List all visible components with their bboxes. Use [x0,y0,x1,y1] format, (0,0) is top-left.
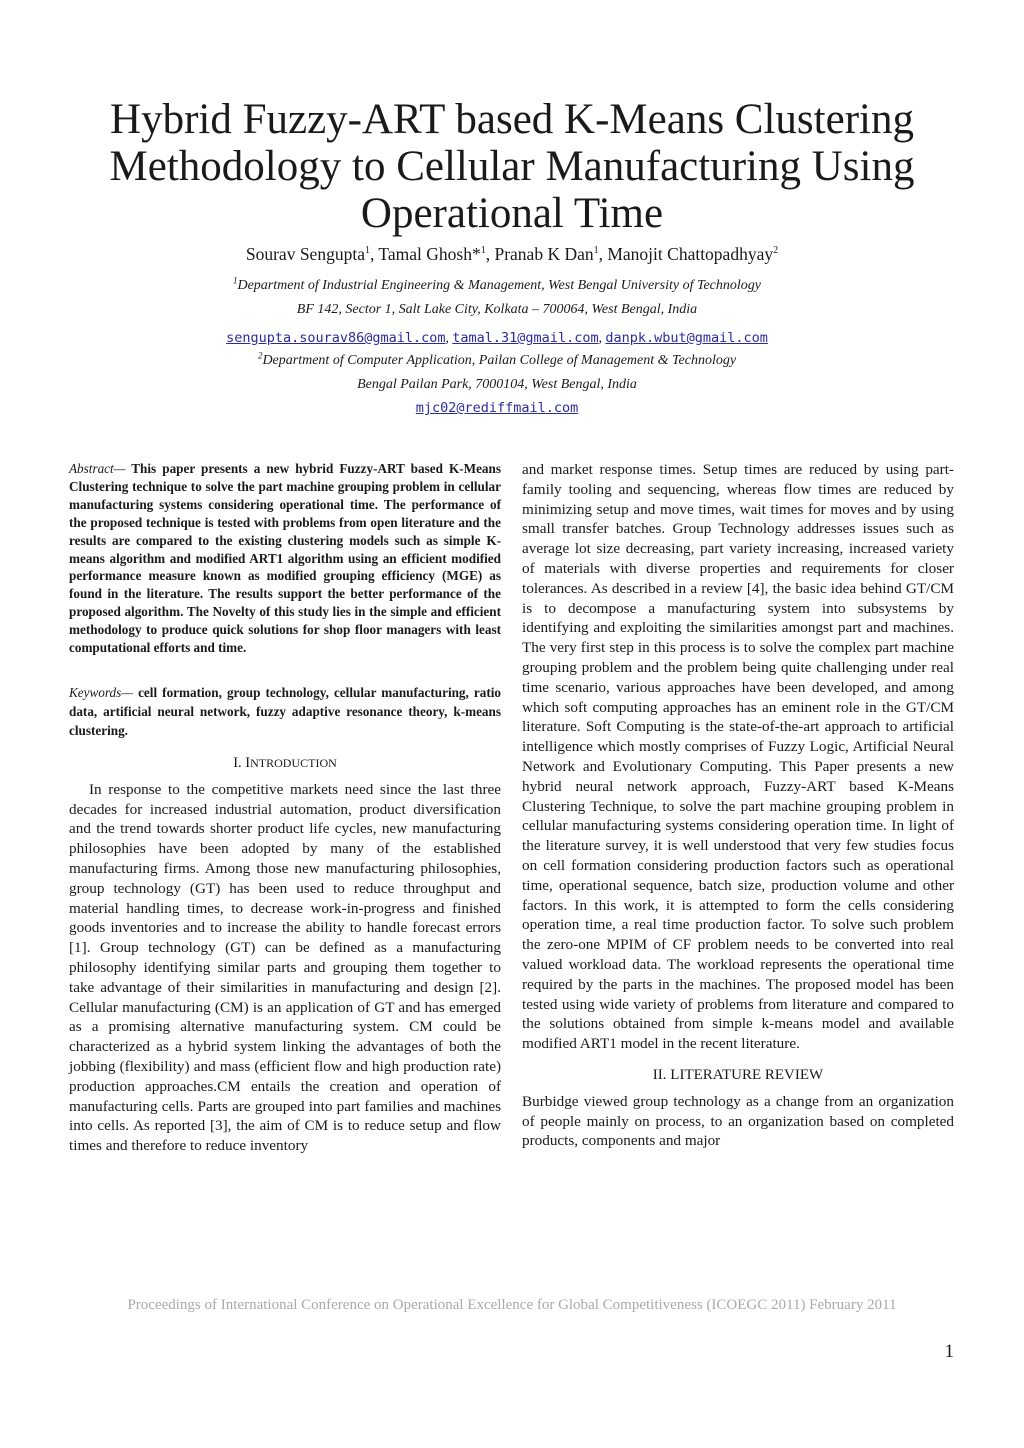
section-title: LITERATURE REVIEW [670,1066,824,1083]
email-list-1: sengupta.sourav86@gmail.com, tamal.31@gmail.com, danpk.wbut@gmail.com [226,330,768,346]
keywords-text: cell formation, group technology, cellular manufacturing, ratio data, artificial neural network, fuzzy adaptive resonance theory, k-means clustering. [69,684,501,738]
section-title-initial: I [245,754,251,771]
affiliation-1-line-1 [90,277,904,295]
author-name: Tamal Ghosh* [378,244,481,264]
author-affiliation-mark: 1 [364,245,370,257]
body-paragraph: and market response times. Setup times are reduced by using part-family tooling and sequencing, whereas flow times are reduced by minimizing setup and move times, wait times for moves and by using small transfer batches. Group Technology addresses issues such as average lot size decreasing, part variety increasing, increased variety of materials with diverse properties and requirements for closer tolerances. As described in a review [4], the basic idea behind GT/CM is to decompose a manufacturing system into subsystems by identifying and exploiting the similarities amongst part and machines. The very first step in this process is to solve the complex part machine grouping problem and the problem being quite challenging under real time scenario, various approaches have been developed, and among which soft computing approaches has an eminent role in the GT/CM literature. Soft Computing is the state-of-the-art approach to artificial intelligence which mostly comprises of Fuzzy Logic, Artificial Neural Network and Evolutionary Computing. This Paper presents a new hybrid neural network approach, Fuzzy-ART based K-Means Clustering Technique, to solve the part machine grouping problem in cellular manufacturing systems considering operation time. In light of the literature survey, it is well understood that very few studies focus on cell formation considering production factors such as operational time, operational sequence, batch size, production volume and other factors. In this work, it is attempted to form the cells considering operation time, a real time production factor. To solve such problem the zero-one MPIM of CF problem needs to be converted into real valued workload data. The workload represents the operational time required by the parts in the machines. The proposed model has been tested using wide variety of problems from literature and compared to the solutions obtained from simple k-means model and available modified ART1 model in the recent literature. [522,461,954,1053]
section-number: I. [233,754,242,771]
keywords [69,683,501,740]
author-list [90,243,934,265]
affiliation-mark: 1 [232,275,238,286]
author-separator: , [598,244,608,264]
paper-title: Hybrid Fuzzy-ART based K-Means Clustering Methodology to Cellular Manufacturing Using Operational Time [109,96,915,237]
abstract-text: This paper presents a new hybrid Fuzzy-ART based K-Means Clustering technique to solve the part machine grouping problem in cellular manufacturing systems considering operational time. The performance of the proposed technique is tested with problems from open literature and the results are compared to the existing clustering models such as simple K-means algorithm and modified ART1 algorithm using an efficient modified performance measure known as modified grouping efficiency (MGE) as found in the literature. The results support the better performance of the proposed algorithm. The Novelty of this study lies in the simple and efficient methodology to produce quick solutions for shop floor managers with least computational efforts and time. [69,461,501,656]
page-number: 1 [944,1341,954,1362]
author-affiliation-mark: 1 [593,245,599,257]
keywords-label: Keywords— [69,684,133,700]
affiliation-mark: 2 [257,350,263,361]
literature-paragraph: Burbidge viewed group technology as a change from an organization of people mainly on process, to an organization based on completed products, components and major [522,1092,954,1150]
author-name: Manojit Chattopadhyay [607,244,774,264]
section-title-rest: NTRODUCTION [250,755,337,770]
right-column [522,460,954,1151]
author-affiliation-mark: 1 [480,245,486,257]
author-separator: , [369,244,379,264]
author-name: Pranab K Dan [494,244,594,264]
affiliation-1-line-2: BF 142, Sector 1, Salt Lake City, Kolkata – 700064, West Bengal, India [296,302,698,317]
intro-paragraph: In response to the competitive markets need since the last three decades for increased industrial automation, product diversification and the trend towards shorter product life cycles, new manufacturing philosophies have been adopted by many of the established manufacturing firms. Among those new manufacturing philosophies, group technology (GT) has been used to reduce throughput and material handling times, to decrease work-in-progress and finished goods inventories and to increase the ability to handle forecast errors [1]. Group technology (GT) can be defined as a manufacturing philosophy identifying similar parts and grouping them together to take advantage of their similarities in manufacturing and design [2]. Cellular manufacturing (CM) is an application of GT and has emerged as a promising alternative manufacturing system. CM could be characterized as a hybrid system linking the advantages of both the jobbing (flexibility) and mass (efficient flow and high production rate) production approaches.CM entails the creation and operation of manufacturing cells. Parts are grouped into part families and machines into cells. As reported [3], the aim of CM is to reduce setup and flow times and therefore to reduce inventory [69,780,501,1155]
author-name: Sourav Sengupta [245,244,365,264]
left-column [69,460,501,1156]
section-number: II. [652,1066,667,1083]
affiliation-text: Department of Industrial Engineering & Management, West Bengal University of Technology [237,278,761,293]
email-list-2 [90,399,904,417]
section-heading-introduction [69,754,501,774]
affiliation-2-line-1 [90,352,904,370]
email-link[interactable]: sengupta.sourav86@gmail.com [226,330,446,346]
email-link[interactable]: tamal.31@gmail.com [452,330,599,346]
affiliation-text: Department of Computer Application, Pailan College of Management & Technology [262,353,737,368]
email-link[interactable]: danpk.wbut@gmail.com [605,330,768,346]
page-footer: Proceedings of International Conference on Operational Excellence for Global Competitiveness (ICOEGC 2011) February 2011 [127,1297,897,1313]
abstract [69,460,501,657]
affiliation-2-line-2: Bengal Pailan Park, 7000104, West Bengal, India [357,377,637,392]
author-affiliation-mark: 2 [773,245,779,257]
author-separator: , [485,244,495,264]
section-heading-literature-review [522,1066,954,1086]
abstract-label: Abstract— [69,461,126,476]
email-link[interactable]: mjc02@rediffmail.com [415,400,579,416]
